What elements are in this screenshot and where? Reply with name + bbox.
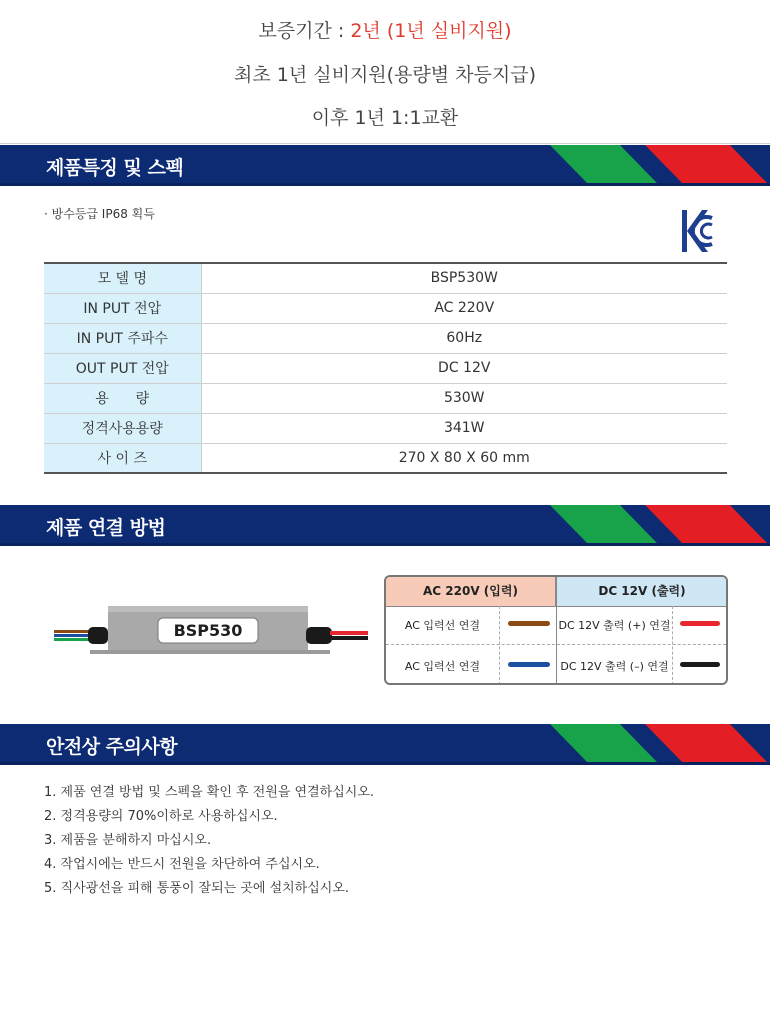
caution-list <box>44 781 374 901</box>
ac-row1-label: AC 입력선 연결 <box>404 619 481 632</box>
spec-label: 용 량 <box>44 383 201 413</box>
table-row <box>44 263 727 293</box>
banner-stripes-icon <box>550 724 770 765</box>
dc-row1-label: DC 12V 출력 (+) 연결 <box>558 619 671 632</box>
spec-label: OUT PUT 전압 <box>44 353 201 383</box>
spec-value: 341W <box>201 413 727 443</box>
spec-label: IN PUT 전압 <box>44 293 201 323</box>
list-item: 1. 제품 연결 방법 및 스펙을 확인 후 전원을 연결하십시오. <box>44 785 375 800</box>
table-row <box>44 293 727 323</box>
table-row <box>44 413 727 443</box>
spec-value: BSP530W <box>201 263 727 293</box>
black-wire-icon <box>680 662 720 667</box>
spec-value: AC 220V <box>201 293 727 323</box>
list-item: 3. 제품을 분해하지 마십시오. <box>44 833 212 848</box>
brown-wire-icon <box>508 621 550 626</box>
list-item: 5. 직사광선을 피해 통풍이 잘되는 곳에 설치하십시오. <box>44 881 350 896</box>
section-title: 제품 연결 방법 <box>46 517 166 539</box>
banner-stripes-icon <box>550 505 770 546</box>
section-title: 제품특징 및 스펙 <box>46 157 184 179</box>
spec-value: DC 12V <box>201 353 727 383</box>
spec-label: IN PUT 주파수 <box>44 323 201 353</box>
spec-label: 사 이 즈 <box>44 443 201 473</box>
dc-output-header: DC 12V (출력) <box>556 577 728 606</box>
kc-certification-icon <box>680 208 714 254</box>
banner-stripes-icon <box>550 145 770 186</box>
ac-input-header: AC 220V (입력) <box>386 577 556 606</box>
spec-label: 정격사용용량 <box>44 413 201 443</box>
list-item: 2. 정격용량의 70%이하로 사용하십시오. <box>44 809 278 824</box>
feature-ip68: · 방수등급 IP68 획득 <box>44 207 155 221</box>
ac-row2-label: AC 입력선 연결 <box>404 660 481 673</box>
spec-table <box>44 262 727 474</box>
device-label: BSP530 <box>173 621 243 640</box>
dc-row2-label: DC 12V 출력 (–) 연결 <box>560 660 669 673</box>
table-row <box>44 383 727 413</box>
spec-value: 530W <box>201 383 727 413</box>
spec-label: 모 델 명 <box>44 263 201 293</box>
warranty-first-year: 최초 1년 실비지원(용량별 차등지급) <box>234 64 536 86</box>
warranty-second-year: 이후 1년 1:1교환 <box>311 107 459 129</box>
section-title: 안전상 주의사항 <box>46 736 178 758</box>
table-row <box>44 443 727 473</box>
table-row <box>44 323 727 353</box>
divider <box>0 143 770 144</box>
spec-value: 270 X 80 X 60 mm <box>398 449 530 466</box>
warranty-highlight: 2년 (1년 실비지원) <box>350 20 512 42</box>
blue-wire-icon <box>508 662 550 667</box>
connection-table <box>384 575 728 685</box>
warranty-info <box>0 0 770 144</box>
red-wire-icon <box>680 621 720 626</box>
warranty-period: 보증기간 : 2년 (1년 실비지원) <box>258 20 512 42</box>
table-row <box>44 353 727 383</box>
spec-value: 60Hz <box>201 323 727 353</box>
list-item: 4. 작업시에는 반드시 전원을 차단하여 주십시오. <box>44 857 320 872</box>
section-banner-spec <box>0 145 770 186</box>
section-banner-safety <box>0 724 770 765</box>
section-banner-connection <box>0 505 770 546</box>
